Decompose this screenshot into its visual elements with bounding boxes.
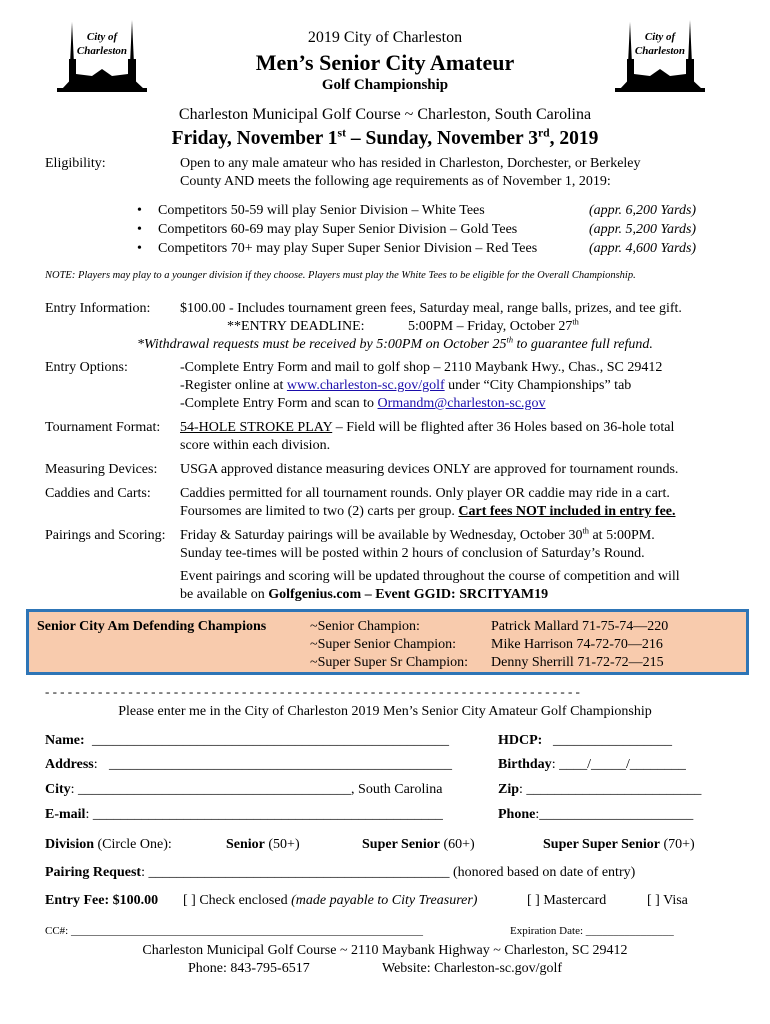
format-label: Tournament Format: [45, 420, 161, 435]
measuring-text: USGA approved distance measuring devices ONLY are approved for tournament rounds. [180, 462, 679, 477]
entry-option-2-b: under “City Championships” tab [444, 378, 632, 393]
golfgenius-event: Golfgenius.com – Event GGID: SRCITYAM19 [268, 587, 549, 602]
eligibility-line-2: County AND meets the following age requirements as of November 1, 2019: [180, 174, 611, 189]
email-label: E-mail [45, 807, 86, 822]
logo-text-2: Charleston [76, 45, 128, 57]
bullet-text: Competitors 60-69 may play Super Senior Division – Gold Tees [158, 222, 518, 237]
div-senior-age: (50+) [264, 837, 300, 852]
pairings-line-2: Sunday tee-times will be posted within 2 hours of conclusion of Saturday’s Round. [180, 546, 645, 561]
email-field[interactable]: : __________________________________________________ [85, 807, 443, 822]
zip-field[interactable]: : _________________________ [519, 782, 702, 797]
eligibility-line-1: Open to any male amateur who has resided in Charleston, Dorchester, or Berkeley [180, 156, 641, 171]
check-enclosed-option[interactable] [183, 893, 477, 909]
pairings-line-4 [180, 587, 548, 603]
cc-field[interactable]: CC#: ________________________________________________________________ [45, 925, 423, 937]
bullet-text: Competitors 70+ may play Super Super Senior Division – Red Tees [158, 241, 538, 256]
eligibility-note: NOTE: Players may play to a younger division if they choose. Players must play the White Tees to be eligible for the Overall Championship. [45, 270, 636, 281]
entry-option-3 [180, 396, 546, 412]
withdrawal-sup: th [506, 335, 514, 345]
format-line-1 [180, 420, 674, 436]
email-link[interactable]: Ormandm@charleston-sc.gov [377, 396, 546, 411]
pairings-label: Pairings and Scoring: [45, 528, 166, 543]
entry-options-label: Entry Options: [45, 360, 128, 375]
div-super-age: (60+) [439, 837, 475, 852]
caddies-line-2-a: Foursomes are limited to two (2) carts per group. [180, 504, 459, 519]
deadline-text: 5:00PM – Friday, October 27 [408, 319, 573, 334]
pairings-line-1 [180, 528, 655, 544]
logo-text-1: City of [86, 31, 118, 43]
city-field[interactable]: : _______________________________________, South Carolina [70, 782, 443, 797]
address-label: Address [45, 757, 94, 772]
date-sunday-sup: rd [537, 126, 550, 140]
division-super-senior-option[interactable] [362, 837, 475, 853]
format-rest: – Field will be flighted after 36 Holes based on 36-hole total [332, 420, 675, 435]
zip-row [498, 782, 701, 798]
entry-fee-line: $100.00 - Includes tournament green fees, Saturday meal, range balls, prizes, and tee gift. [180, 301, 682, 316]
address-field[interactable]: _________________________________________________ [109, 757, 452, 772]
address-row [45, 757, 98, 773]
footer-phone: Phone: 843-795-6517 [188, 961, 310, 976]
pairings-line-3: Event pairings and scoring will be updated throughout the course of competition and will [180, 569, 680, 584]
pairing-request-label: Pairing Request [45, 865, 142, 880]
div-supersuper-age: (70+) [659, 837, 695, 852]
event-dates [0, 128, 770, 150]
pairings-line-1-a: Friday & Saturday pairings will be available by Wednesday, October 30 [180, 528, 583, 543]
check-note: (made payable to City Treasurer) [291, 893, 478, 908]
entry-info-label: Entry Information: [45, 301, 151, 316]
division-label: Division [45, 837, 95, 852]
logo-text-2: Charleston [634, 45, 686, 57]
withdrawal-text-a: *Withdrawal requests must be received by 5:00PM on October 25 [137, 337, 507, 352]
entry-option-2 [180, 378, 631, 394]
yards-2: (appr. 5,200 Yards) [589, 222, 697, 237]
caddies-line-1: Caddies permitted for all tournament rounds. Only player OR caddie may ride in a cart. [180, 486, 670, 501]
deadline-sup: th [572, 317, 579, 327]
pairings-sup: th [582, 526, 589, 536]
division-row [45, 837, 172, 853]
city-row [45, 782, 442, 798]
venue-line: Charleston Municipal Golf Course ~ Charleston, South Carolina [178, 106, 592, 123]
pairings-line-4-a: be available on [180, 587, 269, 602]
eligibility-label: Eligibility: [45, 156, 106, 171]
page-title: Men’s Senior City Amateur [255, 50, 515, 75]
date-dash: – Sunday, November 3 [345, 128, 538, 149]
form-intro: Please enter me in the City of Charleston 2019 Men’s Senior City Amateur Golf Championship [118, 704, 652, 719]
withdrawal-text-b: to guarantee full refund. [513, 337, 653, 352]
page-subtitle: Golf Championship [321, 77, 449, 93]
visa-option[interactable]: [ ] Visa [647, 893, 688, 908]
champion-title-3: ~Super Super Sr Champion: [310, 655, 469, 670]
format-highlight: 54-HOLE STROKE PLAY [180, 420, 333, 435]
division-senior-option[interactable] [226, 837, 300, 853]
date-year: , 2019 [549, 128, 599, 149]
division-super-super-senior-option[interactable] [543, 837, 695, 853]
caddies-line-2 [180, 504, 676, 520]
city-label: City [45, 782, 71, 797]
entry-option-1: -Complete Entry Form and mail to golf shop – 2110 Maybank Hwy., Chas., SC 29412 [180, 360, 663, 375]
cart-fee-note: Cart fees NOT included in entry fee. [458, 504, 676, 519]
mastercard-option[interactable]: [ ] Mastercard [527, 893, 607, 908]
zip-label: Zip [498, 782, 520, 797]
date-friday: Friday, November 1 [171, 128, 338, 149]
entry-option-2-a: -Register online at [180, 378, 287, 393]
deadline-label: **ENTRY DEADLINE: [227, 319, 365, 334]
pairing-request-row [45, 865, 635, 881]
champions-heading: Senior City Am Defending Champions [37, 619, 267, 634]
phone-label: Phone [498, 807, 536, 822]
birthday-field[interactable]: : ____/_____/________ [551, 757, 686, 772]
div-super-label: Super Senior [362, 837, 440, 852]
pairing-request-field[interactable]: : ___________________________________________ (honored based on date of entry) [141, 865, 636, 880]
footer-address: Charleston Municipal Golf Course ~ 2110 Maybank Highway ~ Charleston, SC 29412 [142, 943, 628, 958]
phone-field[interactable]: :______________________ [535, 807, 694, 822]
measuring-label: Measuring Devices: [45, 462, 158, 477]
yards-1: (appr. 6,200 Yards) [589, 203, 697, 218]
div-senior-label: Senior [226, 837, 265, 852]
logo-text-1: City of [644, 31, 676, 43]
champion-name-1: Patrick Mallard 71-75-74—220 [491, 619, 669, 634]
div-supersuper-label: Super Super Senior [543, 837, 660, 852]
name-label: Name: [45, 733, 85, 748]
withdrawal-line [137, 337, 653, 353]
champion-title-2: ~Super Senior Champion: [310, 637, 457, 652]
hdcp-field[interactable]: _________________ [553, 733, 672, 748]
entry-option-3-a: -Complete Entry Form and scan to [180, 396, 378, 411]
entry-fee-label: Entry Fee: $100.00 [45, 893, 159, 908]
address-colon: : [93, 757, 98, 772]
email-row [45, 807, 443, 823]
bullet-text: Competitors 50-59 will play Senior Division – White Tees [158, 203, 485, 218]
birthday-row [498, 757, 686, 773]
pairings-line-1-b: at 5:00PM. [588, 528, 655, 543]
expiration-field[interactable]: Expiration Date: ________________ [510, 925, 674, 937]
footer-website: Website: Charleston-sc.gov/golf [382, 961, 563, 976]
division-hint: (Circle One): [94, 837, 172, 852]
cut-line-divider: - - - - - - - - - - - - - - - - - - - - - - - - - - - - - - - - - - - - - - - - - - - - - - - - - - - - - - - - - - - - - - - - - - - - - - - [45, 684, 580, 699]
birthday-label: Birthday [498, 757, 552, 772]
check-box[interactable]: [ ] Check enclosed [183, 893, 292, 908]
champion-title-1: ~Senior Champion: [310, 619, 420, 634]
phone-row [498, 807, 693, 823]
format-line-2: score within each division. [180, 438, 331, 453]
defending-champions-box [26, 609, 749, 675]
hdcp-label: HDCP: [498, 733, 543, 748]
year-line: 2019 City of Charleston [307, 29, 463, 46]
name-field[interactable]: ___________________________________________________ [92, 733, 449, 748]
date-friday-sup: st [337, 126, 346, 140]
champion-name-2: Mike Harrison 74-72-70—216 [491, 637, 663, 652]
caddies-label: Caddies and Carts: [45, 486, 151, 501]
golf-website-link[interactable]: www.charleston-sc.gov/golf [286, 378, 445, 393]
champion-name-3: Denny Sherrill 71-72-72—215 [491, 655, 664, 670]
yards-3: (appr. 4,600 Yards) [589, 241, 697, 256]
deadline-value [408, 319, 579, 335]
